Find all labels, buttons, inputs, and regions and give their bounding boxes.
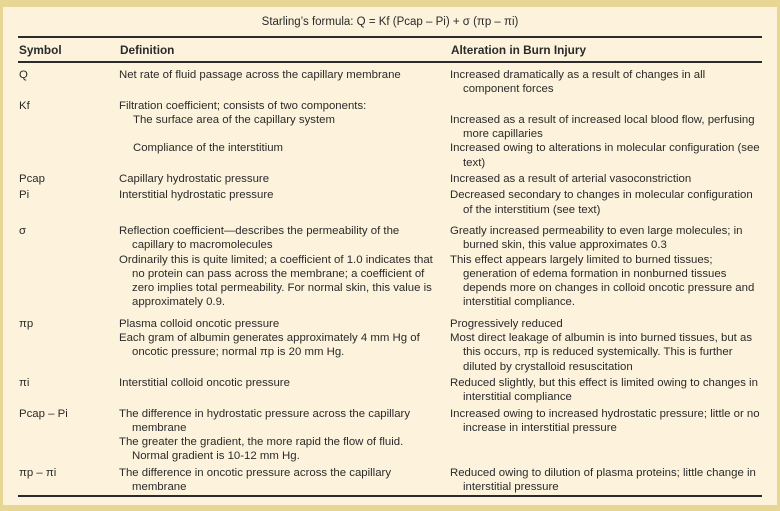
alteration-cell xyxy=(450,376,762,405)
row-entries xyxy=(119,376,762,405)
table-header-row xyxy=(18,38,762,61)
symbol-cell: πi xyxy=(19,376,30,389)
table-row xyxy=(18,464,762,495)
symbol-cell: Kf xyxy=(19,99,30,112)
table-title: Starling’s formula: Q = Kf (Pcap – Pi) + σ (πp – πi) xyxy=(261,16,519,28)
definition-cell xyxy=(119,317,450,331)
row-entry xyxy=(119,113,762,142)
definition-paragraph: Ordinarily this is quite limited; a coefficient of 1.0 indicates that no protein can pass across the membrane; a coefficient of zero implies total permeability. For normal skin, this value is approximately 0.9. xyxy=(119,253,433,309)
row-entry xyxy=(119,224,762,253)
definition-paragraph: Capillary hydrostatic pressure xyxy=(119,173,270,186)
row-entries xyxy=(119,466,762,495)
row-entry xyxy=(119,435,762,464)
definition-cell xyxy=(119,435,450,464)
alteration-paragraph: Increased dramatically as a result of changes in all component forces xyxy=(450,69,706,96)
definition-paragraph: Filtration coefficient; consists of two components: xyxy=(119,99,367,112)
definition-cell xyxy=(119,99,450,113)
row-entries xyxy=(119,317,762,374)
row-entry xyxy=(119,466,762,495)
row-entry xyxy=(119,141,762,170)
alteration-cell xyxy=(450,317,762,331)
table-row xyxy=(18,170,762,186)
definition-cell xyxy=(119,376,450,390)
row-entries xyxy=(119,224,762,310)
definition-cell xyxy=(119,113,450,127)
alteration-paragraph: Greatly increased permeability to even large molecules; in burned skin, this value approximates 0.3 xyxy=(450,224,743,252)
symbol-cell: Pcap xyxy=(19,173,45,186)
column-header-symbol: Symbol xyxy=(19,43,62,57)
table-row xyxy=(18,374,762,405)
definition-paragraph: Reflection coefficient—describes the permeability of the capillary to macromolecules xyxy=(119,224,400,252)
symbol-cell: Pi xyxy=(19,189,30,202)
definition-paragraph: Compliance of the interstitium xyxy=(133,142,284,155)
row-entry xyxy=(119,68,762,97)
definition-cell xyxy=(119,224,450,253)
alteration-cell xyxy=(450,113,762,142)
table-body xyxy=(18,63,762,494)
row-entries xyxy=(119,68,762,97)
table-row xyxy=(18,217,762,310)
alteration-paragraph: Reduced owing to dilution of plasma proteins; little change in interstitial pressure xyxy=(450,466,756,494)
table-row xyxy=(18,405,762,464)
row-entries xyxy=(119,407,762,464)
alteration-paragraph: Increased as a result of arterial vasoconstriction xyxy=(450,173,692,186)
alteration-paragraph: Progressively reduced xyxy=(450,317,563,330)
table-row xyxy=(18,97,762,170)
definition-paragraph: Net rate of fluid passage across the capillary membrane xyxy=(119,69,401,81)
row-entry xyxy=(119,253,762,310)
column-header-definition: Definition xyxy=(120,43,175,57)
row-entry xyxy=(119,99,762,113)
row-entries xyxy=(119,188,762,217)
symbol-cell: πp xyxy=(19,317,34,330)
definition-cell xyxy=(119,188,450,202)
row-entry xyxy=(119,317,762,331)
table-row xyxy=(18,66,762,97)
alteration-paragraph: Decreased secondary to changes in molecular configuration of the interstitium (see text) xyxy=(450,189,753,216)
definition-paragraph: Plasma colloid oncotic pressure xyxy=(119,317,280,330)
symbol-cell: πp – πi xyxy=(19,466,57,479)
alteration-cell xyxy=(450,68,762,97)
alteration-cell xyxy=(450,188,762,217)
row-entry xyxy=(119,172,762,186)
column-header-alteration: Alteration in Burn Injury xyxy=(451,43,587,57)
alteration-cell xyxy=(450,253,762,310)
row-entries xyxy=(119,99,762,170)
alteration-cell xyxy=(450,466,762,495)
row-entry xyxy=(119,376,762,405)
definition-paragraph: The difference in hydrostatic pressure across the capillary membrane xyxy=(119,407,411,434)
alteration-cell xyxy=(450,172,762,186)
definition-paragraph: The difference in oncotic pressure across the capillary membrane xyxy=(119,466,392,494)
table-bottom-rule xyxy=(18,495,762,497)
definition-cell xyxy=(119,68,450,82)
alteration-cell xyxy=(450,224,762,253)
alteration-paragraph: Most direct leakage of albumin is into burned tissues, but as this occurs, πp is reduced systemically. This is further diluted by crystalloid resuscitation xyxy=(450,332,753,373)
row-entries xyxy=(119,172,762,186)
symbol-cell: σ xyxy=(19,224,27,237)
definition-cell xyxy=(119,331,450,360)
definition-paragraph: The surface area of the capillary system xyxy=(133,113,335,126)
definition-paragraph: Interstitial colloid oncotic pressure xyxy=(119,376,290,389)
alteration-cell xyxy=(450,141,762,170)
definition-cell xyxy=(119,172,450,186)
definition-cell xyxy=(119,253,450,310)
row-entry xyxy=(119,407,762,436)
alteration-paragraph: Increased as a result of increased local blood flow, perfusing more capillaries xyxy=(450,113,755,141)
alteration-paragraph: Increased owing to increased hydrostatic pressure; little or no increase in interstitial pressure xyxy=(450,407,760,434)
definition-cell xyxy=(119,141,450,155)
row-entry xyxy=(119,331,762,374)
definition-cell xyxy=(119,407,450,436)
alteration-paragraph: Reduced slightly, but this effect is limited owing to changes in interstitial compliance xyxy=(450,376,758,404)
symbol-cell: Q xyxy=(19,69,28,81)
table-row xyxy=(18,186,762,217)
table-row xyxy=(18,310,762,374)
definition-cell xyxy=(119,466,450,495)
alteration-cell xyxy=(450,331,762,374)
row-entry xyxy=(119,188,762,217)
alteration-paragraph: Increased owing to alterations in molecular configuration (see text) xyxy=(450,142,760,169)
definition-paragraph: The greater the gradient, the more rapid the flow of fluid. Normal gradient is 10-12 mm Hg. xyxy=(119,436,404,463)
definition-paragraph: Each gram of albumin generates approximately 4 mm Hg of oncotic pressure; normal πp is 20 mm Hg. xyxy=(119,332,420,359)
alteration-paragraph: This effect appears largely limited to burned tissues; generation of edema formation in nonburned tissues depends more on changes in colloid oncotic pressure and interstitial compliance. xyxy=(450,253,755,309)
alteration-cell xyxy=(450,407,762,436)
symbol-cell: Pcap – Pi xyxy=(19,407,68,420)
definition-paragraph: Interstitial hydrostatic pressure xyxy=(119,189,274,202)
